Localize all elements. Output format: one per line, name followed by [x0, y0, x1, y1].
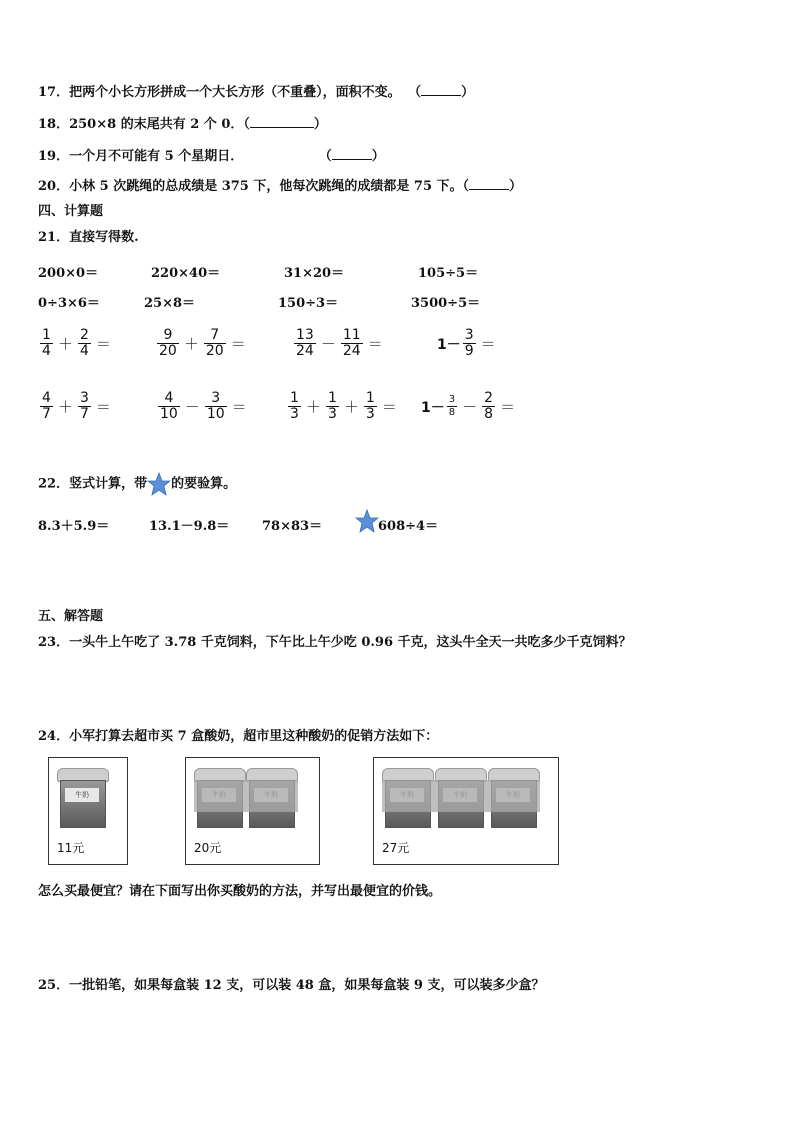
question-20-text: 20．小林 5 次跳绳的总成绩是 375 下，他每次跳绳的成绩都是 75 下。（ [38, 179, 470, 194]
fraction: $\frac{7}{20}$ [205, 327, 224, 359]
vertical-calc-item: 8.3＋5.9＝ [38, 519, 110, 534]
offer-price: 20元 [194, 841, 222, 855]
section-heading-5: 五、解答题 [38, 609, 104, 624]
vertical-calc-item: 78×83＝ [262, 519, 323, 534]
question-22-title: 22．竖式计算，带 的要验算。 [38, 472, 236, 496]
fraction: $\frac{2}{8}$ [484, 390, 494, 422]
fraction: $\frac{4}{10}$ [160, 390, 178, 422]
fraction-expression: $\frac{4}{10}$ － $\frac{3}{10}$ ＝ [160, 390, 247, 422]
fraction-expression: $\frac{1}{4}$ ＋ $\frac{2}{4}$ ＝ [42, 327, 111, 359]
fraction: $\frac{3}{9}$ [464, 327, 474, 359]
question-24-text: 24．小军打算去超市买 7 盒酸奶，超市里这种酸奶的促销方法如下： [38, 729, 439, 744]
fraction: $\frac{1}{3}$ [365, 390, 375, 422]
fraction-expression: $\frac{9}{20}$ ＋ $\frac{7}{20}$ ＝ [159, 327, 246, 359]
offer-price: 11元 [57, 841, 85, 855]
star-icon [147, 472, 171, 496]
answer-blank-20[interactable] [469, 177, 509, 190]
offer-box-single [48, 757, 128, 865]
section-heading-4: 四、计算题 [38, 204, 104, 219]
question-20: 20．小林 5 次跳绳的总成绩是 375 下，他每次跳绳的成绩都是 75 下。（ ） [38, 179, 523, 194]
question-21-title: 21．直接写得数. [38, 230, 139, 245]
calc-item: 25×8＝ [144, 296, 196, 311]
question-18: 18．250×8 的末尾共有 2 个 0．（ ） [38, 117, 327, 132]
calc-item: 150÷3＝ [278, 296, 339, 311]
fraction: $\frac{3}{10}$ [206, 390, 225, 422]
offer-box-triple [373, 757, 559, 865]
fraction: $\frac{3}{8}$ [448, 394, 456, 418]
calc-item: 200×0＝ [38, 266, 99, 281]
fraction-expression: 1－ $\frac{3}{9}$ ＝ [437, 327, 496, 359]
fraction-expression: $\frac{1}{3}$ ＋ $\frac{1}{3}$ ＋ $\frac{1}{3}$ ＝ [290, 390, 397, 422]
offer-price: 27元 [382, 841, 410, 855]
question-19: 19．一个月不可能有 5 个星期日． （ ） [38, 149, 385, 164]
calc-item: 220×40＝ [151, 266, 221, 281]
package-band [194, 780, 298, 812]
fraction: $\frac{1}{4}$ [42, 327, 51, 359]
fraction: $\frac{1}{3}$ [290, 390, 299, 422]
question-17-text: 17．把两个小长方形拼成一个大长方形（不重叠），面积不变。 [38, 85, 401, 100]
fraction-expression: $\frac{13}{24}$ － $\frac{11}{24}$ ＝ [296, 327, 383, 359]
answer-blank-19[interactable] [332, 147, 372, 160]
fraction: $\frac{1}{3}$ [327, 390, 337, 422]
question-19-text: 19．一个月不可能有 5 个星期日． [38, 149, 244, 164]
calc-item: 3500÷5＝ [411, 296, 481, 311]
offer-box-double [185, 757, 320, 865]
vertical-calc-item: 608÷4＝ [378, 519, 439, 534]
answer-blank-17[interactable] [421, 83, 461, 96]
calc-item: 31×20＝ [284, 266, 345, 281]
fraction: $\frac{2}{4}$ [79, 327, 89, 359]
fraction: $\frac{9}{20}$ [159, 327, 177, 359]
fraction: $\frac{3}{7}$ [79, 390, 89, 422]
star-icon [355, 509, 379, 533]
package-band [382, 780, 540, 812]
vertical-calc-item: 13.1－9.8＝ [149, 519, 230, 534]
question-24-question: 怎么买最便宜？请在下面写出你买酸奶的方法，并写出最便宜的价钱。 [38, 884, 442, 899]
fraction-expression: 1－ $\frac{3}{8}$ － $\frac{2}{8}$ ＝ [421, 390, 516, 422]
question-25: 25．一批铅笔，如果每盒装 12 支，可以装 48 盒，如果每盒装 9 支，可以装多少盒？ [38, 978, 545, 993]
fraction: $\frac{4}{7}$ [42, 390, 51, 422]
question-17: 17．把两个小长方形拼成一个大长方形（不重叠），面积不变。 （ ） [38, 85, 475, 100]
answer-blank-18[interactable] [250, 115, 314, 128]
fraction: $\frac{11}{24}$ [342, 327, 361, 359]
question-18-text: 18．250×8 的末尾共有 2 个 0．（ [38, 117, 250, 132]
question-23: 23．一头牛上午吃了 3.78 千克饲料，下午比上午少吃 0.96 千克，这头牛全天一共吃多少千克饲料？ [38, 635, 632, 650]
yogurt-cup: 牛奶 [57, 768, 107, 828]
calc-item: 105÷5＝ [418, 266, 479, 281]
fraction-expression: $\frac{4}{7}$ ＋ $\frac{3}{7}$ ＝ [42, 390, 111, 422]
calc-item: 0÷3×6＝ [38, 296, 100, 311]
fraction: $\frac{13}{24}$ [296, 327, 314, 359]
